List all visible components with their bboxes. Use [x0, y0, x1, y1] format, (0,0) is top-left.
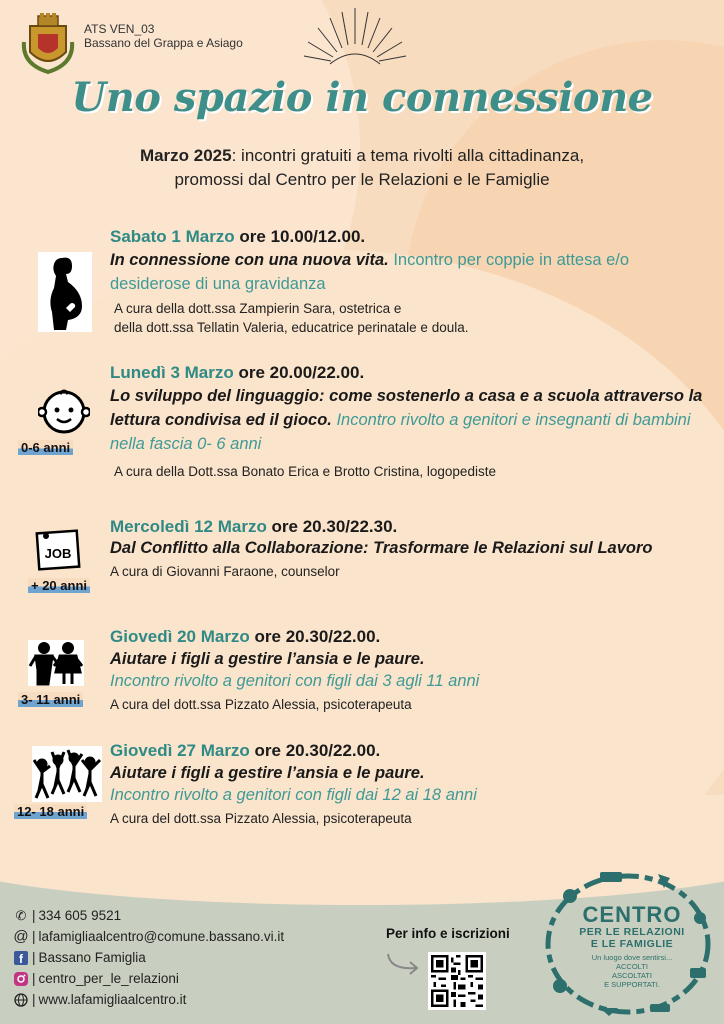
at-icon: @ — [13, 928, 29, 945]
contacts — [12, 905, 284, 1010]
job-board-icon — [34, 526, 82, 572]
age-badge: 3- 11 anni — [18, 692, 83, 707]
sun-rays-icon — [300, 4, 410, 66]
age-badge: 12- 18 anni — [14, 804, 87, 819]
contact-facebook: f | Bassano Famiglia — [12, 947, 284, 968]
event-2: Lunedì 3 Marzo ore 20.00/22.00. Lo sviluppo del linguaggio: come sostenerlo a casa e a scuola attraverso la lettura condivisa ed il gioco. Incontro rivolto a genitori e insegnanti di bambini nella fascia 0- 6 anni A cura della Dott.ssa Bonato Erica e Brotto Cristina, logopediste — [110, 363, 703, 479]
contact-phone: ✆ | 334 605 9521 — [12, 905, 284, 926]
svg-text:f: f — [19, 951, 23, 965]
organization-name: ATS VEN_03 Bassano del Grappa e Asiago — [84, 22, 243, 50]
age-badge: + 20 anni — [28, 578, 90, 593]
contact-website: | www.lafamigliaalcentro.it — [12, 989, 284, 1010]
subtitle: Marzo 2025: incontri gratuiti a tema rivolti alla cittadinanza, promossi dal Centro per le Relazioni e le Famiglie — [139, 146, 585, 189]
event-1: Sabato 1 Marzo ore 10.00/12.00. In connessione con una nuova vita. Incontro per coppie in attesa e/o desiderose di una gravidanza A cura della dott.ssa Zampierin Sara, ostetrica e della dott.ssa Tellatin Valeria, educatrice perinatale e doula. — [110, 227, 630, 335]
event-3: Mercoledì 12 Marzo ore 20.30/22.30. Dal Conflitto alla Collaborazione: Trasformare le Relazioni sul Lavoro A cura di Giovanni Faraone, counselor — [110, 517, 653, 579]
age-badge: 0-6 anni — [18, 440, 73, 455]
contact-instagram: | centro_per_le_relazioni — [12, 968, 284, 989]
teenagers-jumping-icon — [32, 746, 102, 802]
pregnant-woman-icon — [38, 252, 92, 332]
facebook-icon — [12, 950, 30, 966]
svg-text:JOB: JOB — [44, 546, 72, 561]
phone-icon: ✆ — [15, 907, 27, 923]
crest-icon — [20, 12, 76, 74]
qr-code-icon[interactable] — [428, 952, 486, 1010]
event-4: Giovedì 20 Marzo ore 20.30/22.00. Aiutare i figli a gestire l’ansia e le paure. Incontro rivolto a genitori con figli dai 3 agli 11 anni A cura del dott.ssa Pizzato Alessia, psicoterapeuta — [110, 627, 480, 712]
centro-logo-text: CENTRO PER LE RELAZIONI E LE FAMIGLIE Un luogo dove sentirsi... ACCOLTI ASCOLTATI E SUPPORTATI. — [579, 902, 685, 989]
instagram-icon — [12, 971, 30, 987]
arrow-icon — [384, 948, 424, 978]
info-label: Per info e iscrizioni — [386, 926, 510, 941]
page-title: Uno spazio in connessione — [71, 74, 653, 121]
contact-email: @ | lafamigliaalcentro@comune.bassano.vi.it — [13, 928, 285, 945]
children-icon — [28, 640, 84, 686]
event-5: Giovedì 27 Marzo ore 20.30/22.00. Aiutare i figli a gestire l’ansia e le paure. Incontro rivolto a genitori con figli dai 12 ai 18 anni A cura del dott.ssa Pizzato Alessia, psicoterapeuta — [110, 741, 477, 826]
baby-face-icon — [38, 388, 90, 436]
globe-icon — [12, 992, 30, 1008]
